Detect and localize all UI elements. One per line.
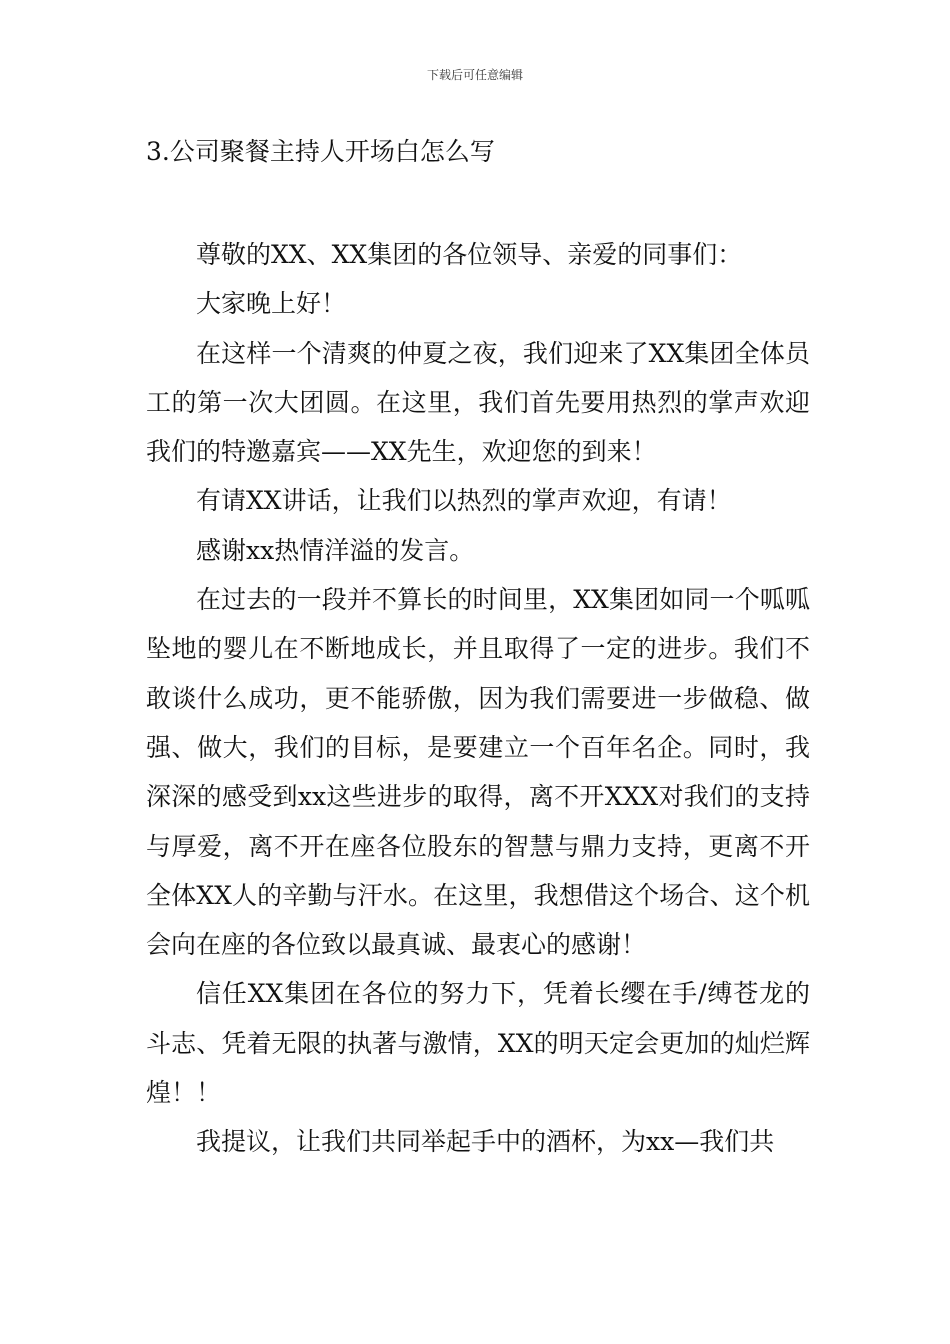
paragraph-greeting: 大家晚上好！ bbox=[196, 289, 347, 319]
document-body bbox=[146, 230, 810, 1167]
paragraph-salutation: 尊敬的XX、XX集团的各位领导、亲爱的同事们： bbox=[196, 240, 743, 269]
paragraph-toast: 我提议，让我们共同举起手中的酒杯，为xx—我们共 bbox=[196, 1127, 775, 1157]
paragraph-invite-speech: 有请XX讲话，让我们以热烈的掌声欢迎，有请！ bbox=[196, 486, 732, 516]
paragraph-outlook: 信任XX集团在各位的努力下，凭着长缨在手/缚苍龙的斗志、凭着无限的执著与激情，XX的明天定会更加的灿烂辉煌！！ bbox=[146, 979, 810, 1108]
paragraph-thanks-speech: 感谢xx热情洋溢的发言。 bbox=[196, 535, 475, 565]
paragraph-review: 在过去的一段并不算长的时间里，XX集团如同一个呱呱坠地的婴儿在不断地成长，并且取得了一定的进步。我们不敢谈什么成功，更不能骄傲，因为我们需要进一步做稳、做强、做大，我们的目标，是要建立一个百年名企。同时，我深深的感受到xx这些进步的取得，离不开XXX对我们的支持与厚爱，离不开在座各位股东的智慧与鼎力支持，更离不开全体XX人的辛勤与汗水。在这里，我想借这个场合、这个机会向在座的各位致以最真诚、最衷心的感谢！ bbox=[146, 585, 810, 960]
paragraph-welcome-guest: 在这样一个清爽的仲夏之夜，我们迎来了XX集团全体员工的第一次大团圆。在这里，我们首先要用热烈的掌声欢迎我们的特邀嘉宾——XX先生，欢迎您的到来！ bbox=[146, 338, 810, 467]
document-title: 3.公司聚餐主持人开场白怎么写 bbox=[146, 137, 495, 166]
header-note: 下载后可任意编辑 bbox=[426, 68, 523, 82]
